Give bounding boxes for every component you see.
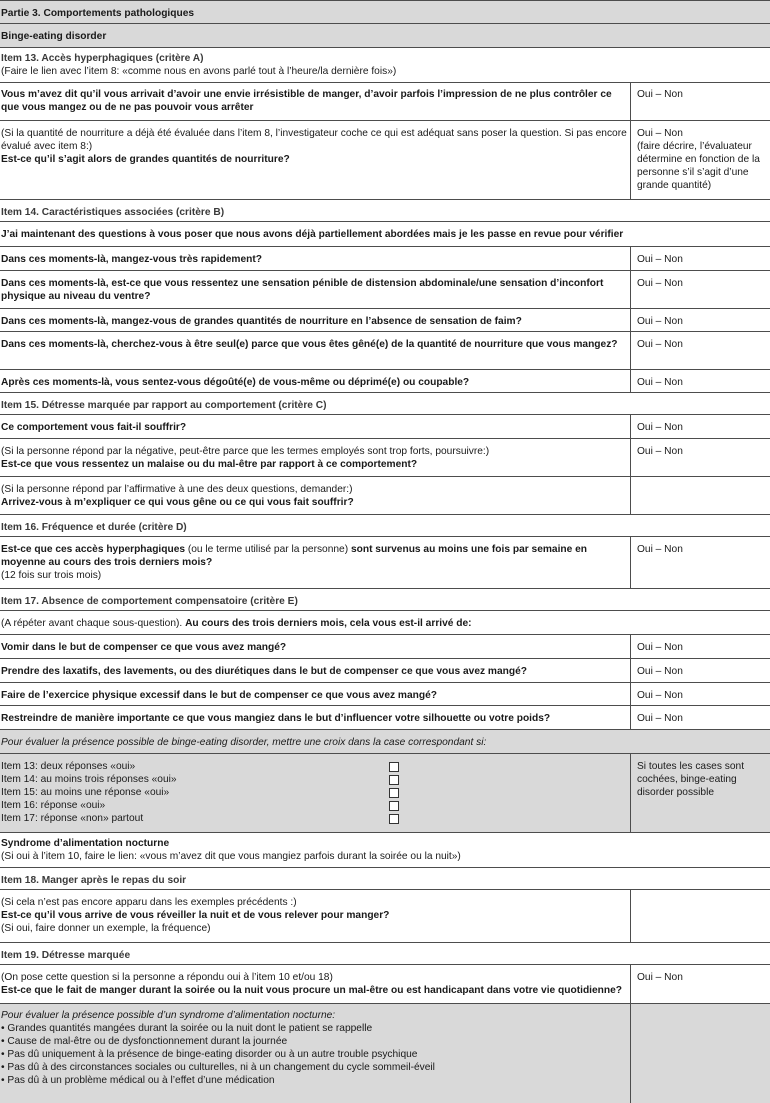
item15-header: Item 15. Détresse marquée par rapport au comportement (critère C)	[1, 400, 327, 411]
item15-header-row	[0, 393, 770, 415]
item15-q3-row	[0, 477, 770, 515]
item16-q-part1: Est-ce que ces accès hyperphagiques	[1, 544, 186, 555]
item14-q-row	[0, 370, 770, 393]
list-item: • Grandes quantités mangées durant la soirée ou la nuit dont le patient se rappelle	[1, 1023, 373, 1034]
item15-q3-intro: (Si la personne répond par l’affirmative à une des deux questions, demander:)	[1, 484, 353, 495]
item13-q2-intro: (Si la quantité de nourriture a déjà été évaluée dans l’item 8, l’investigateur coche ce qui est adéquat sans poser la question. Si pas encore évalué avec item 8:)	[1, 128, 627, 152]
item17-answer[interactable]: Oui – Non	[637, 713, 683, 724]
item16-q-note: (12 fois sur trois mois)	[1, 570, 102, 581]
night-evaluation-answer-cell	[631, 1004, 770, 1103]
bed-evaluation-conclusion: Si toutes les cases sont cochées, binge-eating disorder possible	[637, 761, 745, 798]
item16-header-row	[0, 515, 770, 537]
item14-question: Après ces moments-là, vous sentez-vous dégoûté(e) de vous-même ou déprimé(e) ou coupable?	[0, 370, 631, 392]
section-title: Binge-eating disorder	[1, 31, 107, 42]
item13-q1-row	[0, 83, 770, 121]
item14-answer[interactable]: Oui – Non	[637, 339, 683, 350]
item13-subheader: (Faire le lien avec l’item 8: «comme nous en avons parlé tout à l’heure/la dernière fois»)	[1, 66, 397, 77]
item17-q-row	[0, 659, 770, 683]
item14-question: Dans ces moments-là, est-ce que vous ressentez une sensation pénible de distension abdominale/une sensation d’inconfort physique au niveau du ventre?	[0, 271, 631, 308]
item17-intro-part2: Au cours des trois derniers mois, cela vous est-il arrivé de:	[185, 618, 472, 629]
item15-q1-answer[interactable]: Oui – Non	[637, 422, 683, 433]
bed-evaluation-checks-row	[0, 754, 770, 833]
item13-header: Item 13. Accès hyperphagiques (critère A)	[1, 53, 204, 64]
item17-question: Vomir dans le but de compenser ce que vous avez mangé?	[0, 635, 631, 658]
item14-q-row	[0, 271, 770, 309]
item17-intro-part1: (A répéter avant chaque sous-question).	[1, 618, 186, 629]
evaluation-check-item	[1, 799, 627, 812]
check-label: Item 17: réponse «non» partout	[1, 813, 144, 824]
item15-q3-answer-cell	[631, 477, 770, 514]
item15-q1: Ce comportement vous fait-il souffrir?	[0, 415, 631, 438]
list-item: • Pas dû à des circonstances sociales ou culturelles, ni à un changement du cycle sommeil-éveil	[1, 1062, 435, 1073]
checkbox[interactable]	[389, 762, 399, 772]
item16-q-part2: (ou le terme utilisé par la personne)	[185, 544, 351, 555]
evaluation-check-item	[1, 812, 627, 825]
evaluation-check-item	[1, 760, 627, 773]
item16-q-part3: sont survenus au moins une fois par semaine en moyenne au cours des trois derniers mois?	[1, 544, 588, 568]
item18-answer-cell	[631, 890, 770, 942]
item14-answer[interactable]: Oui – Non	[637, 377, 683, 388]
night-evaluation-instruction: Pour évaluer la présence possible d’un syndrome d’alimentation nocturne:	[1, 1010, 336, 1021]
item18-note: (Si oui, faire donner un exemple, la fréquence)	[1, 923, 211, 934]
checkbox[interactable]	[389, 801, 399, 811]
item18-intro: (Si cela n’est pas encore apparu dans les exemples précédents :)	[1, 897, 297, 908]
item17-question: Restreindre de manière importante ce que vous mangiez dans le but d’influencer votre silhouette ou votre poids?	[0, 706, 631, 729]
check-label: Item 14: au moins trois réponses «oui»	[1, 774, 177, 785]
item17-q-row	[0, 635, 770, 659]
item19-q-row	[0, 965, 770, 1004]
item16-header: Item 16. Fréquence et durée (critère D)	[1, 522, 187, 533]
item14-header: Item 14. Caractéristiques associées (critère B)	[1, 207, 225, 218]
item19-intro: (On pose cette question si la personne a répondu oui à l’item 10 et/ou 18)	[1, 972, 333, 983]
section-title-row	[0, 24, 770, 48]
night-syndrome-title: Syndrome d’alimentation nocturne	[1, 838, 170, 849]
item17-answer[interactable]: Oui – Non	[637, 642, 683, 653]
item13-q2: Est-ce qu’il s’agit alors de grandes quantités de nourriture?	[1, 154, 290, 165]
item19-header-row	[0, 943, 770, 965]
item18-question: Est-ce qu’il vous arrive de vous réveiller la nuit et de vous relever pour manger?	[1, 910, 390, 921]
checkbox[interactable]	[389, 788, 399, 798]
check-label: Item 13: deux réponses «oui»	[1, 761, 136, 772]
item16-answer[interactable]: Oui – Non	[637, 544, 683, 555]
item17-intro-row	[0, 611, 770, 635]
night-evaluation-row	[0, 1004, 770, 1103]
item17-q-row	[0, 683, 770, 706]
night-syndrome-subtitle: (Si oui à l’item 10, faire le lien: «vous m’avez dit que vous mangiez parfois durant la soirée ou la nuit»)	[1, 851, 461, 862]
bed-evaluation-instruction-row	[0, 730, 770, 754]
item14-question: Dans ces moments-là, mangez-vous de grandes quantités de nourriture en l’absence de sensation de faim?	[0, 309, 631, 331]
item17-question: Prendre des laxatifs, des lavements, ou des diurétiques dans le but de compenser ce que vous avez mangé?	[0, 659, 631, 682]
item19-header: Item 19. Détresse marquée	[1, 950, 131, 961]
item17-answer[interactable]: Oui – Non	[637, 690, 683, 701]
item17-q-row	[0, 706, 770, 730]
item13-q1: Vous m’avez dit qu’il vous arrivait d’avoir une envie irrésistible de manger, d’avoir parfois l’impression de ne plus contrôler ce que vous mangez ou de ne pas pouvoir vous arrêter	[0, 83, 631, 120]
item14-q-row	[0, 332, 770, 370]
item15-q2-answer[interactable]: Oui – Non	[637, 446, 683, 457]
evaluation-check-item	[1, 786, 627, 799]
night-syndrome-row	[0, 833, 770, 868]
list-item: • Pas dû uniquement à la présence de binge-eating disorder ou à un autre trouble psychique	[1, 1049, 418, 1060]
item19-answer[interactable]: Oui – Non	[637, 972, 683, 983]
night-evaluation-list	[1, 1022, 627, 1087]
part-title: Partie 3. Comportements pathologiques	[1, 8, 195, 19]
checkbox[interactable]	[389, 775, 399, 785]
item15-q2-row	[0, 439, 770, 477]
item14-answer[interactable]: Oui – Non	[637, 254, 683, 265]
item17-answer[interactable]: Oui – Non	[637, 666, 683, 677]
evaluation-check-item	[1, 773, 627, 786]
list-item: • Pas dû à un problème médical ou à l’effet d’une médication	[1, 1075, 275, 1086]
item19-question: Est-ce que le fait de manger durant la soirée ou la nuit vous procure un mal-être ou est handicapant dans votre vie quotidienne?	[1, 985, 622, 996]
item18-header: Item 18. Manger après le repas du soir	[1, 875, 187, 886]
item17-question: Faire de l’exercice physique excessif dans le but de compenser ce que vous avez mangé?	[0, 683, 631, 705]
item14-question: Dans ces moments-là, mangez-vous très rapidement?	[0, 247, 631, 270]
item14-q-row	[0, 309, 770, 332]
item14-intro-row	[0, 222, 770, 247]
item14-question: Dans ces moments-là, cherchez-vous à être seul(e) parce que vous êtes gêné(e) de la quantité de nourriture que vous mangez?	[0, 332, 631, 369]
item14-answer[interactable]: Oui – Non	[637, 316, 683, 327]
item15-q2: Est-ce que vous ressentez un malaise ou du mal-être par rapport à ce comportement?	[1, 459, 418, 470]
item13-q2-answer[interactable]: Oui – Non	[637, 128, 683, 139]
item13-q2-note: (faire décrire, l’évaluateur détermine en fonction de la personne s’il s’agit d’une grande quantité)	[637, 141, 760, 191]
item15-q2-intro: (Si la personne répond par la négative, peut-être parce que les termes employés sont trop forts, poursuivre:)	[1, 446, 490, 457]
list-item: • Cause de mal-être ou de dysfonctionnement durant la journée	[1, 1036, 288, 1047]
item15-q3: Arrivez-vous à m’expliquer ce qui vous gêne ou ce qui vous fait souffrir?	[1, 497, 354, 508]
part-title-row	[0, 0, 770, 24]
check-label: Item 16: réponse «oui»	[1, 800, 106, 811]
check-label: Item 15: au moins une réponse «oui»	[1, 787, 170, 798]
bed-evaluation-instruction: Pour évaluer la présence possible de binge-eating disorder, mettre une croix dans la case correspondant si:	[1, 737, 487, 748]
item13-q1-answer[interactable]: Oui – Non	[637, 89, 683, 100]
item18-header-row	[0, 868, 770, 890]
item15-q1-row	[0, 415, 770, 439]
item18-q-row	[0, 890, 770, 943]
item13-q2-row	[0, 121, 770, 200]
item14-intro: J’ai maintenant des questions à vous poser que nous avons déjà partiellement abordées mais je les passe en revue pour vérifier	[1, 229, 624, 240]
item17-header: Item 17. Absence de comportement compensatoire (critère E)	[1, 596, 298, 607]
item17-header-row	[0, 589, 770, 611]
item14-q-row	[0, 247, 770, 271]
checkbox[interactable]	[389, 814, 399, 824]
item13-header-row	[0, 48, 770, 83]
item14-header-row	[0, 200, 770, 222]
item16-q-row	[0, 537, 770, 589]
item14-answer[interactable]: Oui – Non	[637, 278, 683, 289]
